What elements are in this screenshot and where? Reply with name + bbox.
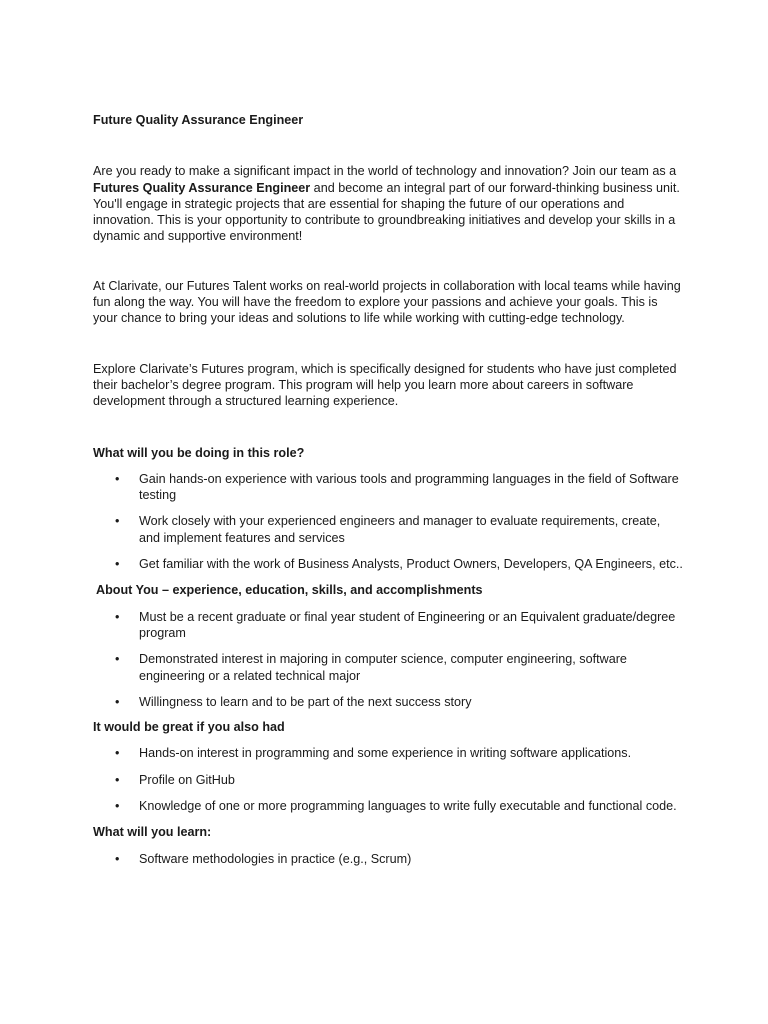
intro-text-end: and become an integral part of our forward-thinking business unit. You'll engage in strategic projects that are essential for shaping the future of our operations and innovation. This is your opportunity to contribute to groundbreaking initiatives and develop your skills in a dynamic and supportive environment!	[93, 180, 680, 244]
intro-paragraph	[93, 163, 683, 244]
list-item-text: Gain hands-on experience with various tools and programming languages in the field of Software testing	[139, 471, 679, 503]
role-list	[93, 471, 683, 572]
list-item	[93, 745, 683, 761]
list-item	[93, 513, 683, 546]
list-item	[93, 772, 683, 788]
learn-list	[93, 851, 683, 867]
bullet-icon: •	[115, 772, 120, 787]
bullet-icon: •	[115, 557, 120, 572]
bullet-icon: •	[115, 471, 120, 486]
bullet-icon: •	[115, 851, 120, 866]
intro-text-start: Are you ready to make a significant impact in the world of technology and innovation? Join our team as a	[93, 164, 677, 179]
program-paragraph: Explore Clarivate’s Futures program, which is specifically designed for students who have just completed their bachelor’s degree program. This program will help you learn more about careers in software development through a structured learning experience.	[93, 361, 677, 409]
list-item	[93, 798, 683, 814]
list-item-text: Hands-on interest in programming and some experience in writing software applications.	[139, 746, 632, 761]
list-item-text: Demonstrated interest in majoring in computer science, computer engineering, software engineering or a related technical major	[139, 652, 627, 683]
list-item	[93, 651, 683, 684]
intro-role-name: Futures Quality Assurance Engineer	[93, 180, 311, 195]
list-item	[93, 471, 683, 504]
learn-heading: What will you learn:	[93, 825, 212, 840]
bullet-icon: •	[115, 746, 120, 761]
bullet-icon: •	[115, 799, 120, 814]
list-item	[93, 851, 683, 867]
bullet-icon: •	[115, 652, 120, 667]
document-page	[93, 112, 683, 867]
bullet-icon: •	[115, 694, 120, 709]
list-item-text: Get familiar with the work of Business Analysts, Product Owners, Developers, QA Engineers, etc..	[139, 557, 683, 572]
bullet-icon: •	[115, 609, 120, 624]
about-list	[93, 609, 683, 710]
about-heading: About You – experience, education, skills, and accomplishments	[96, 583, 483, 598]
list-item-text: Profile on GitHub	[139, 772, 235, 787]
document-title: Future Quality Assurance Engineer	[93, 113, 304, 127]
bullet-icon: •	[115, 514, 120, 529]
role-heading: What will you be doing in this role?	[93, 445, 305, 460]
list-item-text: Willingness to learn and to be part of the next success story	[139, 694, 472, 709]
list-item	[93, 556, 683, 572]
clarivate-paragraph: At Clarivate, our Futures Talent works on real-world projects in collaboration with local teams while having fun along the way. You will have the freedom to explore your passions and achieve your goals. This is your chance to bring your ideas and solutions to life while working with cutting-edge technology.	[93, 278, 681, 326]
list-item-text: Software methodologies in practice (e.g., Scrum)	[139, 851, 412, 866]
list-item-text: Must be a recent graduate or final year student of Engineering or an Equivalent graduate/degree program	[139, 609, 676, 640]
list-item-text: Knowledge of one or more programming languages to write fully executable and functional code.	[139, 799, 677, 814]
list-item	[93, 609, 683, 642]
list-item-text: Work closely with your experienced engineers and manager to evaluate requirements, create, and implement features and services	[139, 514, 661, 545]
great-list	[93, 745, 683, 814]
great-heading: It would be great if you also had	[93, 720, 285, 735]
list-item	[93, 694, 683, 710]
